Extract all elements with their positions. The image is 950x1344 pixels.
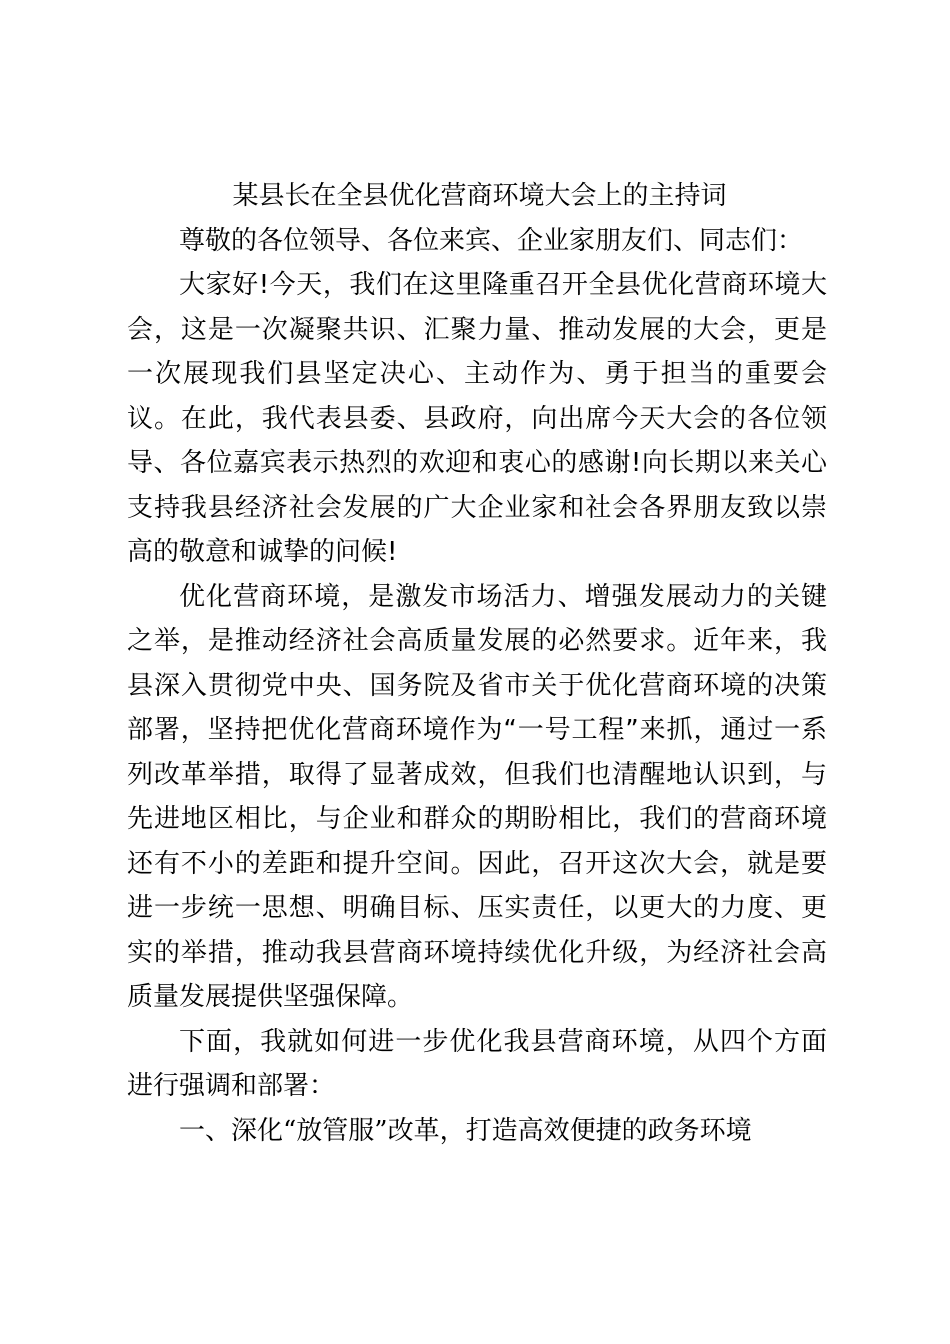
paragraph-welcome: 大家好!今天，我们在这里隆重召开全县优化营商环境大会，这是一次凝聚共识、汇聚力量、推动发展的大会，更是一次展现我们县坚定决心、主动作为、勇于担当的重要会议。在此，我代表县委、县政府，向出席今天大会的各位领导、各位嘉宾表示热烈的欢迎和衷心的感谢!向长期以来关心支持我县经济社会发展的广大企业家和社会各界朋友致以崇高的敬意和诚挚的问候! — [127, 270, 827, 567]
paragraph-background: 优化营商环境，是激发市场活力、增强发展动力的关键之举，是推动经济社会高质量发展的必然要求。近年来，我县深入贯彻党中央、国务院及省市关于优化营商环境的决策部署，坚持把优化营商环境作为“一号工程”来抓，通过一系列改革举措，取得了显著成效，但我们也清醒地认识到，与先进地区相比，与企业和群众的期盼相比，我们的营商环境还有不小的差距和提升空间。因此，召开这次大会，就是要进一步统一思想、明确目标、压实责任，以更大的力度、更实的举措，推动我县营商环境持续优化升级，为经济社会高质量发展提供坚强保障。 — [127, 581, 827, 1012]
greeting-line: 尊敬的各位领导、各位来宾、企业家朋友们、同志们： — [179, 225, 804, 256]
paragraph-transition: 下面，我就如何进一步优化我县营商环境，从四个方面进行强调和部署： — [127, 1026, 827, 1101]
section-heading-1: 一、深化“放管服”改革，打造高效便捷的政务环境 — [179, 1115, 752, 1146]
document-body — [127, 174, 827, 1153]
document-title: 某县长在全县优化营商环境大会上的主持词 — [232, 181, 727, 211]
